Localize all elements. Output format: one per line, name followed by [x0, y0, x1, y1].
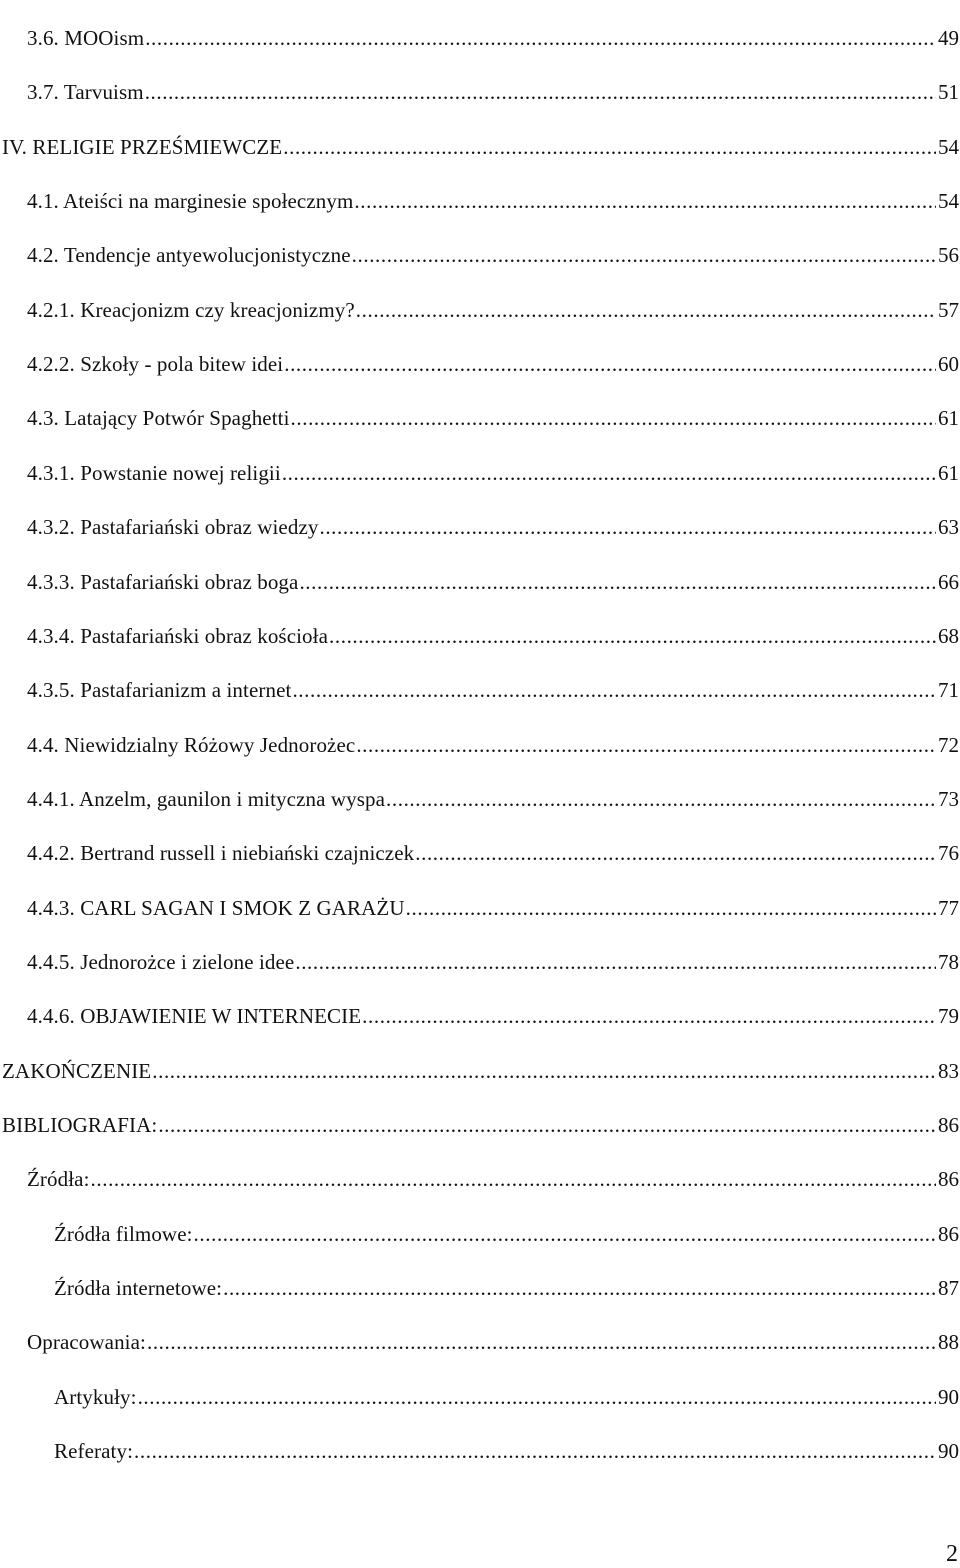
toc-entry[interactable] [0, 18, 960, 58]
dot-leader [291, 398, 936, 438]
dot-leader [292, 670, 936, 710]
toc-entry-title: 4.3.5. Pastafarianizm a internet [27, 678, 292, 703]
toc-entry[interactable] [0, 1431, 960, 1471]
toc-entry-title: Źródła internetowe: [54, 1276, 223, 1301]
toc-entry-page-number: 72 [938, 732, 959, 757]
toc-entry-title: 4.2. Tendencje antyewolucjonistyczne [27, 243, 351, 268]
toc-entry-page-number: 90 [938, 1439, 959, 1464]
toc-entry-title: 3.7. Tarvuism [27, 80, 144, 105]
dot-leader [362, 996, 936, 1036]
toc-entry-page-number: 60 [938, 352, 959, 377]
toc-entry-page-number: 77 [938, 895, 959, 920]
toc-entry[interactable] [0, 398, 960, 438]
dot-leader [282, 453, 936, 493]
toc-entry-title: ZAKOŃCZENIE [2, 1058, 152, 1083]
toc-entry[interactable] [0, 562, 960, 602]
toc-entry[interactable] [0, 1268, 960, 1308]
dot-leader [352, 235, 936, 275]
toc-entry[interactable] [0, 833, 960, 873]
toc-entry-page-number: 61 [938, 460, 959, 485]
toc-entry-title: BIBLIOGRAFIA: [2, 1113, 158, 1137]
toc-entry[interactable] [0, 1105, 960, 1145]
toc-entry-title: 4.3.4. Pastafariański obraz kościoła [27, 623, 329, 648]
toc-entry-page-number: 73 [938, 786, 959, 811]
toc-entry[interactable] [0, 888, 960, 928]
toc-entry-page-number: 66 [938, 569, 959, 594]
toc-entry-page-number: 49 [938, 26, 959, 50]
toc-entry-page-number: 57 [938, 297, 959, 322]
dot-leader [356, 725, 936, 765]
dot-leader [91, 1159, 936, 1199]
toc-entry[interactable] [0, 181, 960, 221]
dot-leader [284, 344, 936, 384]
toc-entry[interactable] [0, 72, 960, 112]
toc-entry-page-number: 54 [938, 189, 959, 214]
toc-entry-page-number: 83 [938, 1058, 959, 1083]
toc-entry[interactable] [0, 996, 960, 1036]
toc-entry-title: 4.4.2. Bertrand russell i niebiański czajniczek [27, 841, 415, 866]
toc-entry[interactable] [0, 1214, 960, 1254]
toc-entry[interactable] [0, 725, 960, 765]
toc-entry-title: IV. RELIGIE PRZEŚMIEWCZE [2, 134, 283, 159]
toc-entry-title: 4.3.2. Pastafariański obraz wiedzy [27, 515, 319, 540]
toc-entry[interactable] [0, 290, 960, 330]
toc-entry-title: 4.4.3. CARL SAGAN I SMOK Z GARAŻU [27, 895, 405, 920]
toc-entry[interactable] [0, 942, 960, 982]
toc-entry-title: 4.4.5. Jednorożce i zielone idee [27, 949, 295, 974]
toc-entry-page-number: 54 [938, 134, 959, 159]
toc-entry-title: 4.4.6. OBJAWIENIE W INTERNECIE [27, 1004, 362, 1029]
toc-entry-title: 4.1. Ateiści na marginesie społecznym [27, 189, 354, 214]
toc-entry[interactable] [0, 1322, 960, 1362]
dot-leader [295, 942, 936, 982]
dot-leader [415, 833, 936, 873]
toc-entry-page-number: 51 [938, 80, 959, 105]
dot-leader [145, 72, 936, 112]
toc-entry-title: 4.4. Niewidzialny Różowy Jednorożec [27, 732, 356, 757]
dot-leader [354, 181, 936, 221]
toc-entry-page-number: 61 [938, 406, 959, 431]
dot-leader [158, 1105, 936, 1145]
toc-entry[interactable] [0, 507, 960, 547]
dot-leader [406, 888, 936, 928]
toc-entry-page-number: 63 [938, 515, 959, 540]
toc-entry-title: 4.4.1. Anzelm, gaunilon i mityczna wyspa [27, 786, 386, 811]
toc-entry-title: 4.2.2. Szkoły - pola bitew idei [27, 352, 284, 377]
toc-entry-title: Źródła: [27, 1167, 90, 1192]
dot-leader [138, 1377, 936, 1417]
toc-entry[interactable] [0, 1051, 960, 1091]
toc-entry[interactable] [0, 779, 960, 819]
toc-entry-page-number: 56 [938, 243, 959, 268]
toc-entry-title: Artykuły: [54, 1384, 137, 1409]
toc-entry-page-number: 71 [938, 678, 959, 703]
toc-entry[interactable] [0, 1159, 960, 1199]
toc-entry[interactable] [0, 127, 960, 167]
toc-entry[interactable] [0, 616, 960, 656]
toc-entry-title: Opracowania: [27, 1330, 146, 1355]
dot-leader [386, 779, 936, 819]
dot-leader [134, 1431, 936, 1471]
toc-entry-page-number: 86 [938, 1113, 959, 1137]
dot-leader [319, 507, 936, 547]
dot-leader [194, 1214, 936, 1254]
toc-entry-page-number: 86 [938, 1221, 959, 1246]
toc-entry-title: 4.2.1. Kreacjonizm czy kreacjonizmy? [27, 297, 355, 322]
toc-entry[interactable] [0, 453, 960, 493]
toc-entry-page-number: 90 [938, 1384, 959, 1409]
toc-entry-page-number: 88 [938, 1330, 959, 1355]
toc-entry-title: 4.3.1. Powstanie nowej religii [27, 460, 281, 485]
toc-entry-title: 4.3. Latający Potwór Spaghetti [27, 406, 290, 431]
dot-leader [299, 562, 936, 602]
dot-leader [145, 18, 936, 58]
dot-leader [152, 1051, 936, 1091]
dot-leader [147, 1322, 936, 1362]
toc-entry[interactable] [0, 670, 960, 710]
toc-entry-title: Referaty: [54, 1439, 134, 1464]
toc-entry-title: 4.3.3. Pastafariański obraz boga [27, 569, 299, 594]
dot-leader [223, 1268, 936, 1308]
toc-entry-page-number: 68 [938, 623, 959, 648]
toc-entry[interactable] [0, 344, 960, 384]
toc-entry-page-number: 87 [938, 1276, 959, 1301]
page-number: 2 [946, 1541, 958, 1567]
toc-entry[interactable] [0, 1377, 960, 1417]
toc-entry[interactable] [0, 235, 960, 275]
toc-entry-page-number: 79 [938, 1004, 959, 1029]
toc-entry-title: 3.6. MOOism [27, 26, 145, 50]
toc-entry-page-number: 78 [938, 949, 959, 974]
toc-entry-title: Źródła filmowe: [54, 1221, 193, 1246]
dot-leader [283, 127, 936, 167]
dot-leader [356, 290, 936, 330]
toc-entry-page-number: 76 [938, 841, 959, 866]
dot-leader [329, 616, 936, 656]
toc-entry-page-number: 86 [938, 1167, 959, 1192]
